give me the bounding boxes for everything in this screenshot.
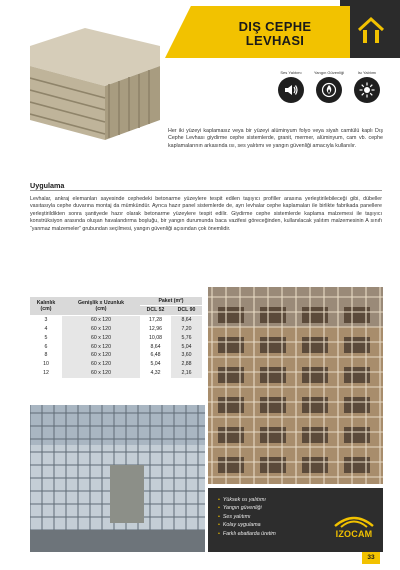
cell-size: 60 x 120 — [62, 343, 140, 352]
header-dcl90: DCL 90 — [171, 306, 202, 315]
product-photo — [30, 28, 165, 140]
cell-dcl52: 12,96 — [149, 325, 162, 332]
cell-size: 60 x 120 — [62, 325, 140, 334]
cell-dcl90: 5,04 — [171, 343, 202, 352]
header-size — [62, 297, 140, 315]
cell-thickness: 12 — [43, 370, 49, 377]
table-row — [30, 360, 202, 369]
feature-fire — [313, 70, 345, 110]
cell-size: 60 x 120 — [62, 369, 140, 378]
building-photo-left — [30, 405, 205, 552]
list-item: • Farklı ebatlarda üretim — [218, 530, 276, 538]
cell-dcl90: 7,20 — [171, 325, 202, 334]
table-header-row — [30, 297, 202, 306]
cell-thickness: 5 — [44, 334, 48, 341]
building-photo-right — [208, 287, 383, 484]
page-title — [205, 20, 345, 48]
cell-dcl90: 2,88 — [171, 360, 202, 369]
cell-dcl90: 3,60 — [171, 351, 202, 360]
title-line-1: DIŞ CEPHE — [238, 19, 312, 34]
header-thickness-unit: (cm) — [40, 305, 52, 312]
title-line-2: LEVHASI — [245, 33, 305, 48]
list-item: • Yangın güvenliği — [218, 504, 276, 512]
page-number: 33 — [362, 552, 380, 564]
table-row — [30, 315, 202, 324]
feature-label: Ses Yalıtımı — [280, 70, 302, 75]
cell-size: 60 x 120 — [62, 315, 140, 324]
table-row — [30, 325, 202, 334]
header-package: Paket (m²) — [140, 297, 202, 306]
feature-sound — [275, 70, 307, 110]
cell-dcl90: 8,64 — [171, 315, 202, 324]
house-icon — [354, 14, 388, 48]
header-dcl52: DCL 52 — [140, 306, 171, 315]
header-thickness — [30, 297, 62, 315]
cell-dcl52: 8,64 — [150, 343, 161, 350]
speaker-icon — [278, 77, 304, 103]
cell-size: 60 x 120 — [62, 360, 140, 369]
header-size-label: Genişlik x Uzunluk — [77, 299, 125, 306]
table-body — [30, 315, 202, 378]
cell-size: 60 x 120 — [62, 334, 140, 343]
header-thickness-label: Kalınlık — [36, 299, 56, 306]
spec-table — [30, 297, 202, 378]
cell-dcl52: 10,08 — [149, 334, 162, 341]
cell-dcl52: 17,28 — [149, 316, 162, 323]
feature-icons — [275, 70, 385, 110]
cell-dcl52: 5,04 — [150, 361, 161, 368]
cell-thickness: 8 — [44, 352, 48, 359]
section-title: Uygulama — [30, 181, 65, 190]
table-row — [30, 351, 202, 360]
cell-thickness: 6 — [44, 343, 48, 350]
flame-icon — [316, 77, 342, 103]
list-item: • Ses yalıtımı — [218, 513, 276, 521]
section-body: Levhalar, ankraj elemanları sayesinde cephedeki betonarme yüzeylere tespit edilen taşıyıcı profiller arasına yerleştirilebileceği gibi, dübeller vasıtasıyla cephe duvarına montaj da mümkündür. Ayrıca hazır panel sistemlerde de, ayrı levhalar cephe kaplamaları ile birlikte fabrikada panellere yerleştirildikten sonra şantiyede hazır olarak betonarme yüzeylere tespit edilir. Giydirme cephe sistemlerde kaplama malzemesi ile taşıyıcı konstrüksiyon arasında oluşan havalandırma boşluğu, bir yangın durumunda baca vazifesi göreceğinden, kullanılacak yalıtım malzemesinin A sınıfı “yanmaz malzemeler” grubundan seçilmesi, yangın güvenliği açısından çok önemlidir. — [30, 196, 382, 232]
cell-dcl90: 5,76 — [171, 334, 202, 343]
header-size-unit: (cm) — [95, 305, 107, 312]
feature-heat — [351, 70, 383, 110]
list-item: • Kolay uygulama — [218, 521, 276, 529]
brand-name: IZOCAM — [335, 529, 373, 539]
cell-dcl52: 6,48 — [150, 352, 161, 359]
feature-label: Isı Yalıtımı — [357, 70, 377, 75]
table-row — [30, 343, 202, 352]
section-divider — [30, 190, 382, 191]
table-row — [30, 334, 202, 343]
sun-icon — [354, 77, 380, 103]
cell-thickness: 3 — [44, 316, 48, 323]
intro-paragraph: Her iki yüzeyi kaplamasız veya bir yüzeyi alüminyum folyo veya siyah camtülü kaplı Dış Cephe Levhası giydirme cephe sistemlerde, granit, mermer, alüminyum, cam vb. cephe kaplamalarının arkasında ısı, ses yalıtımı ve yangın güvenliği amacıyla kullanılır. — [168, 128, 383, 149]
list-item: • Yüksek ısı yalıtımı — [218, 496, 276, 504]
cell-thickness: 10 — [43, 361, 49, 368]
cell-dcl90: 2,16 — [171, 369, 202, 378]
cell-dcl52: 4,32 — [150, 370, 161, 377]
benefits-list — [218, 496, 276, 538]
cell-thickness: 4 — [44, 325, 48, 332]
table-row — [30, 369, 202, 378]
cell-size: 60 x 120 — [62, 351, 140, 360]
feature-label: Yangın Güvenliği — [313, 70, 345, 75]
